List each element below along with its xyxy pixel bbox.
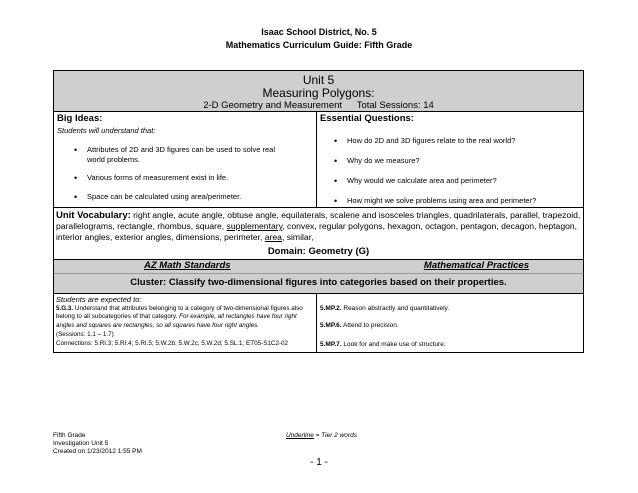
list-item: • Attributes of 2D and 3D figures can be used to solve real world problems. <box>74 145 276 164</box>
list-item: • How do 2D and 3D figures relate to the real world? <box>334 136 516 146</box>
unit-meta <box>54 100 583 111</box>
district-name: Isaac School District, No. 5 <box>261 27 377 37</box>
essential-questions-title: Essential Questions: <box>320 113 414 124</box>
big-ideas-title: Big Ideas: <box>57 113 103 124</box>
practice-item: 5.MP.7. Look for and make use of structure. <box>320 341 446 348</box>
expectations-cell <box>54 294 317 352</box>
vocabulary-text: Unit Vocabulary: right angle, acute angle, obtuse angle, equilaterals, scalene and isosceles triangles, quadrilaterals, parallel, trapezoid, parallelograms, rectangle, rhombus, square, supplementary, convex, regular polygons, hexagon, octagon, pentagon, decagon, heptagon, interior angles, exterior angles, dimensions, perimeter, area, similar, <box>56 210 581 242</box>
page-number: - 1 - <box>310 457 328 468</box>
bullet-icon: • <box>334 176 338 186</box>
az-standards-header: AZ Math Standards <box>144 260 231 271</box>
list-item: • Why do we measure? <box>334 156 420 166</box>
domain-title: Domain: Geometry (G) <box>267 246 370 257</box>
unit-sessions: Total Sessions: 14 <box>356 100 434 111</box>
guide-title: Mathematics Curriculum Guide: Fifth Grade <box>225 40 413 50</box>
bullet-icon: • <box>74 145 78 155</box>
list-item: • Why would we calculate area and perimeter? <box>334 176 497 186</box>
bullet-icon: • <box>334 136 338 146</box>
footer-created: Created on 1/23/2012 1:55 PM <box>53 448 142 455</box>
curriculum-table <box>53 70 584 353</box>
unit-number: Unit 5 <box>302 73 335 87</box>
bullet-icon: • <box>74 192 78 202</box>
big-ideas-cell <box>54 112 317 207</box>
footer-investigation: Investigation Unit 5 <box>53 440 109 447</box>
standards-header-row <box>54 260 583 294</box>
bullet-icon: • <box>334 196 338 206</box>
footer-grade: Fifth Grade <box>53 432 86 439</box>
math-practices-header: Mathematical Practices <box>423 260 529 271</box>
essential-questions-cell <box>317 112 583 207</box>
big-ideas-note: Students will understand that: <box>57 126 156 135</box>
unit-header <box>54 71 583 112</box>
standard-text: 5.G.3. Understand that attributes belonging to a category of two-dimensional figures also belong to all subcategories of that category. For example, all rectangles have four right angles and squares are rectangles, so all squares have four right angles. <box>56 304 303 330</box>
expectations-title: Students are expected to: <box>56 295 142 304</box>
vocabulary-row <box>54 208 583 260</box>
tier2-word: area <box>264 232 282 242</box>
list-item: • Space can be calculated using area/perimeter. <box>74 192 242 202</box>
cluster-title: Cluster: Classify two-dimensional figures into categories based on their properties. <box>130 277 507 288</box>
bullet-icon: • <box>334 156 338 166</box>
bullet-icon: • <box>74 173 78 183</box>
expectations-row <box>54 294 583 352</box>
practice-item: 5.MP.6. Attend to precision. <box>320 322 399 329</box>
footer-note: Underline = Tier 2 words <box>286 432 357 439</box>
list-item: • How might we solve problems using area and perimeter? <box>334 196 537 206</box>
practices-cell <box>317 294 583 352</box>
standard-example: For example, all rectangles have four right angles and squares are rectangles, so all squares have four right angles. <box>56 313 297 330</box>
unit-topic: 2-D Geometry and Measurement <box>203 100 343 111</box>
unit-title: Measuring Polygons: <box>262 86 375 100</box>
practice-item: 5.MP.2. Reason abstractly and quantitatively. <box>320 305 450 312</box>
list-item: • Various forms of measurement exist in life. <box>74 173 229 183</box>
vocabulary-label: Unit Vocabulary: <box>56 210 131 221</box>
standard-connections: Connections: 5.RI.3; 5.RI.4; 5.RI.5; 5.W.2b; 5.W.2c; 5.W.2d; 5.SL.1; ET05-S1C2-02 <box>56 339 289 347</box>
standards-headers <box>54 260 583 274</box>
tier2-word: supplementary <box>226 221 283 231</box>
standard-code: 5.G.3. <box>56 304 74 312</box>
ideas-questions-row <box>54 112 583 208</box>
standard-sessions: (Sessions: 1.1 – 1.7) <box>56 330 114 338</box>
footer-info <box>53 432 142 456</box>
